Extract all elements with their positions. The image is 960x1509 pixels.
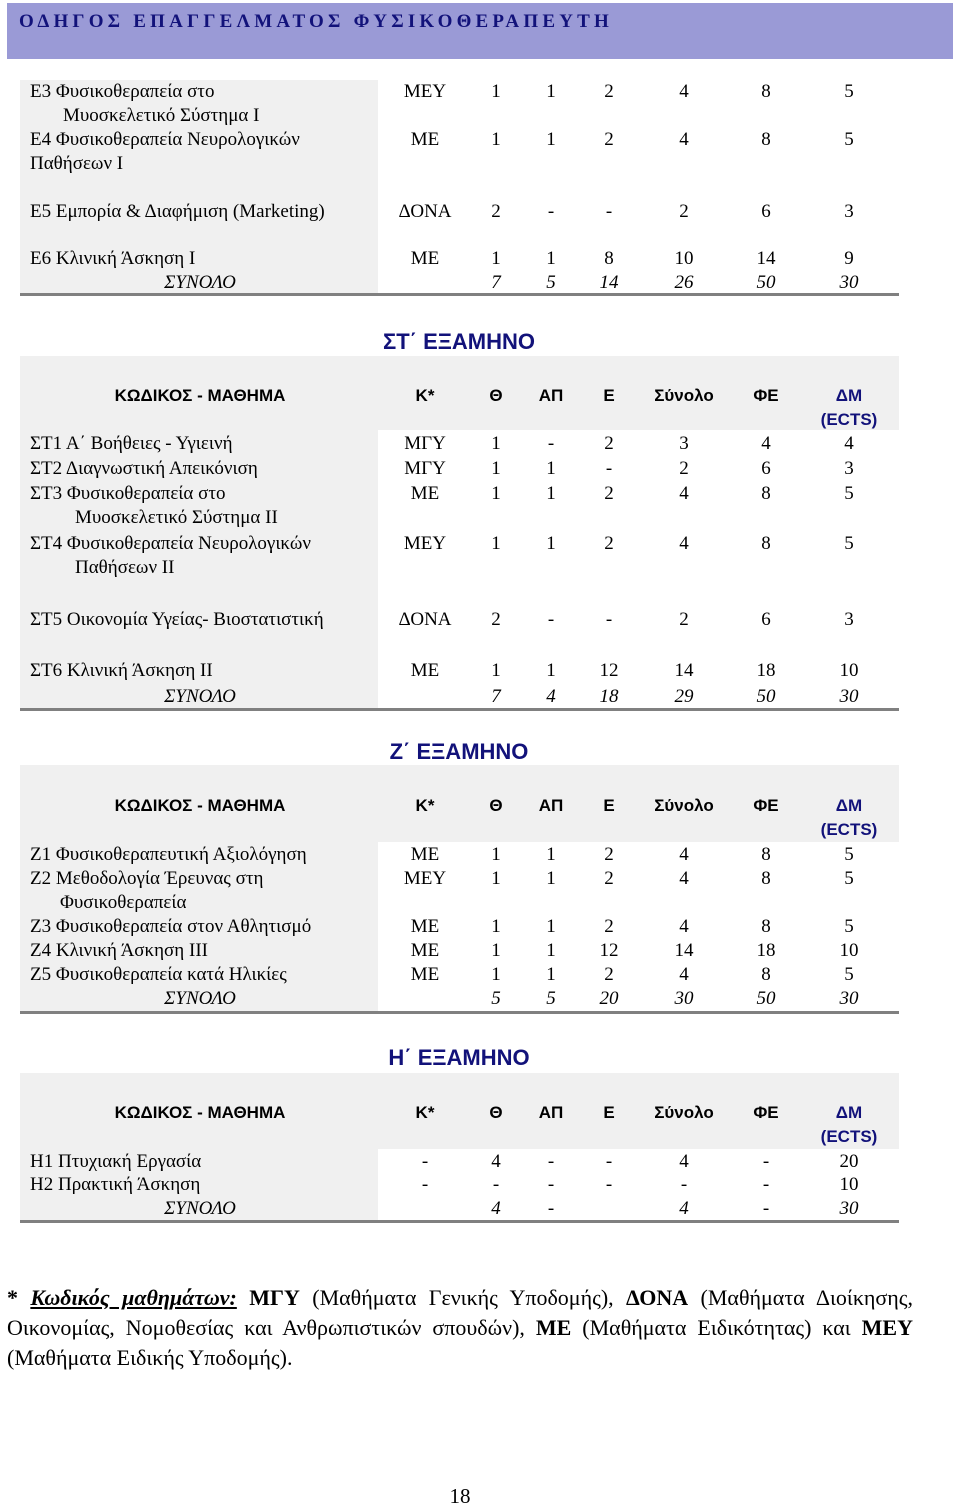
sem-e-val-3-1: 1 — [546, 248, 556, 269]
sem-st-val-2-2: 2 — [604, 483, 614, 504]
sem-e-bottom-rule — [20, 293, 899, 296]
sem-z-val-0-0: 1 — [491, 844, 501, 865]
sem-st-val-2-1: 1 — [546, 483, 556, 504]
sem-st-total-5: 30 — [839, 686, 859, 707]
sem-h-col-course: ΚΩΔΙΚΟΣ - ΜΑΘΗΜΑ — [114, 1103, 286, 1122]
sem-z-k-3: ΜΕ — [410, 940, 440, 961]
sem-z-total-3: 30 — [674, 988, 694, 1009]
sem-h-val-1-5: 10 — [839, 1174, 859, 1195]
sem-z-val-1-4: 8 — [761, 868, 771, 889]
sem-z-col-k: Κ* — [415, 796, 435, 815]
sem-st-total-3: 29 — [674, 686, 694, 707]
sem-st-val-0-0: 1 — [491, 433, 501, 454]
sem-h-val-0-4: - — [762, 1151, 770, 1172]
sem-st-val-1-5: 3 — [844, 458, 854, 479]
sem-e-course-3: Ε6 Κλινική Άσκηση Ι — [30, 248, 196, 269]
sem-z-total-5: 30 — [839, 988, 859, 1009]
sem-st-val-3-0: 1 — [491, 533, 501, 554]
sem-z-k-4: ΜΕ — [410, 964, 440, 985]
sem-st-course-3: ΣΤ4 Φυσικοθεραπεία Νευρολογικών — [30, 533, 311, 554]
sem-z-val-2-4: 8 — [761, 916, 771, 937]
header-band — [7, 3, 953, 59]
sem-z-val-1-3: 4 — [679, 868, 689, 889]
footnote-star: * — [7, 1285, 18, 1310]
sem-h-total-0: 4 — [491, 1198, 501, 1219]
sem-z-val-0-1: 1 — [546, 844, 556, 865]
sem-e-val-0-4: 8 — [761, 81, 771, 102]
sem-st-val-0-2: 2 — [604, 433, 614, 454]
sem-z-val-2-0: 1 — [491, 916, 501, 937]
sem-st-col-course: ΚΩΔΙΚΟΣ - ΜΑΘΗΜΑ — [114, 386, 286, 405]
sem-z-total-0: 5 — [491, 988, 501, 1009]
sem-h-val-0-1: - — [547, 1151, 555, 1172]
sem-z-val-1-0: 1 — [491, 868, 501, 889]
sem-e-k-3: ΜΕ — [410, 248, 440, 269]
sem-h-course-1: Η2 Πρακτική Άσκηση — [30, 1174, 201, 1195]
footnote-desc-me: (Μαθήματα Ειδικότητας) και — [571, 1315, 862, 1340]
sem-e-total-0: 7 — [491, 272, 501, 293]
sem-st-total-1: 4 — [546, 686, 556, 707]
sem-h-val-1-4: - — [762, 1174, 770, 1195]
sem-st-col-fe: ΦΕ — [753, 386, 779, 405]
sem-st-course-3-cont: Παθήσεων ΙΙ — [75, 557, 175, 578]
sem-e-total-3: 26 — [674, 272, 694, 293]
sem-st-val-4-0: 2 — [491, 609, 501, 630]
sem-e-k-1: ΜΕ — [410, 129, 440, 150]
sem-z-col-course: ΚΩΔΙΚΟΣ - ΜΑΘΗΜΑ — [114, 796, 286, 815]
sem-z-val-2-1: 1 — [546, 916, 556, 937]
sem-e-val-3-5: 9 — [844, 248, 854, 269]
footnote-term-me: ΜΕ — [535, 1315, 572, 1340]
sem-z-val-4-4: 8 — [761, 964, 771, 985]
sem-e-val-0-5: 5 — [844, 81, 854, 102]
sem-z-val-3-2: 12 — [599, 940, 619, 961]
sem-st-val-2-4: 8 — [761, 483, 771, 504]
sem-h-total-5: 30 — [839, 1198, 859, 1219]
sem-e-val-2-4: 6 — [761, 201, 771, 222]
sem-e-val-0-2: 2 — [604, 81, 614, 102]
sem-h-val-1-1: - — [547, 1174, 555, 1195]
footnote-desc-mey: (Μαθήματα Ειδικής Υποδομής). — [7, 1345, 293, 1370]
sem-h-k-0: - — [421, 1151, 429, 1172]
sem-e-course-0: Ε3 Φυσικοθεραπεία στο — [30, 81, 215, 102]
sem-st-val-0-5: 4 — [844, 433, 854, 454]
page-number: 18 — [449, 1484, 471, 1508]
sem-st-col-ects: (ECTS) — [820, 410, 878, 429]
sem-st-total-label: ΣΥΝΟΛΟ — [164, 686, 236, 707]
sem-e-k-2: ΔΟΝΑ — [398, 201, 452, 222]
sem-st-val-5-1: 1 — [546, 660, 556, 681]
sem-st-col-k: Κ* — [415, 386, 435, 405]
sem-z-total-4: 50 — [756, 988, 776, 1009]
sem-st-val-1-2: - — [605, 458, 613, 479]
sem-z-total-1: 5 — [546, 988, 556, 1009]
sem-st-total-2: 18 — [599, 686, 619, 707]
sem-e-course-1-cont: Παθήσεων Ι — [30, 153, 124, 174]
sem-h-total-label: ΣΥΝΟΛΟ — [164, 1198, 236, 1219]
sem-e-val-1-4: 8 — [761, 129, 771, 150]
sem-z-bottom-rule — [20, 1011, 899, 1014]
sem-st-val-2-0: 1 — [491, 483, 501, 504]
sem-st-val-5-0: 1 — [491, 660, 501, 681]
sem-st-val-1-3: 2 — [679, 458, 689, 479]
sem-st-val-1-4: 6 — [761, 458, 771, 479]
sem-e-val-1-5: 5 — [844, 129, 854, 150]
footnote-label: Κωδικός μαθημάτων: — [30, 1285, 237, 1310]
sem-h-col-total: Σύνολο — [654, 1103, 714, 1122]
sem-z-col-e: Ε — [603, 796, 615, 815]
sem-e-val-3-4: 14 — [756, 248, 776, 269]
sem-e-course-1: Ε4 Φυσικοθεραπεία Νευρολογικών — [30, 129, 300, 150]
sem-z-val-2-3: 4 — [679, 916, 689, 937]
sem-e-val-3-0: 1 — [491, 248, 501, 269]
sem-e-total-5: 30 — [839, 272, 859, 293]
sem-st-col-theta: Θ — [489, 386, 503, 405]
sem-h-col-ap: ΑΠ — [538, 1103, 564, 1122]
sem-st-val-3-3: 4 — [679, 533, 689, 554]
sem-h-val-1-0: - — [492, 1174, 500, 1195]
sem-h-col-theta: Θ — [489, 1103, 503, 1122]
sem-st-val-5-4: 18 — [756, 660, 776, 681]
sem-z-course-1-cont: Φυσικοθεραπεία — [60, 892, 187, 913]
sem-h-col-ects: (ECTS) — [820, 1127, 878, 1146]
sem-st-course-1: ΣΤ2 Διαγνωστική Απεικόνιση — [30, 458, 258, 479]
sem-e-val-1-1: 1 — [546, 129, 556, 150]
sem-st-course-5: ΣΤ6 Κλινική Άσκηση ΙΙ — [30, 660, 213, 681]
sem-e-course-2: Ε5 Εμπορία & Διαφήμιση (Marketing) — [30, 201, 325, 222]
sem-st-val-1-1: 1 — [546, 458, 556, 479]
sem-st-k-2: ΜΕ — [410, 483, 440, 504]
sem-e-val-3-3: 10 — [674, 248, 694, 269]
sem-st-val-3-2: 2 — [604, 533, 614, 554]
sem-e-total-2: 14 — [599, 272, 619, 293]
sem-st-k-1: ΜΓΥ — [404, 458, 446, 479]
sem-e-k-0: ΜΕΥ — [403, 81, 447, 102]
sem-z-val-0-2: 2 — [604, 844, 614, 865]
sem-st-val-2-3: 4 — [679, 483, 689, 504]
sem-z-total-label: ΣΥΝΟΛΟ — [164, 988, 236, 1009]
sem-z-val-4-0: 1 — [491, 964, 501, 985]
sem-st-k-5: ΜΕ — [410, 660, 440, 681]
sem-h-title: Η΄ ΕΞΑΜΗΝΟ — [388, 1045, 530, 1070]
sem-st-col-ap: ΑΠ — [538, 386, 564, 405]
sem-e-val-2-0: 2 — [491, 201, 501, 222]
sem-st-total-0: 7 — [491, 686, 501, 707]
sem-st-title: ΣΤ΄ ΕΞΑΜΗΝΟ — [382, 329, 536, 354]
sem-z-val-2-2: 2 — [604, 916, 614, 937]
sem-st-val-0-1: - — [547, 433, 555, 454]
sem-z-val-4-2: 2 — [604, 964, 614, 985]
sem-h-k-1: - — [421, 1174, 429, 1195]
sem-st-val-4-4: 6 — [761, 609, 771, 630]
sem-z-k-2: ΜΕ — [410, 916, 440, 937]
sem-h-val-0-0: 4 — [491, 1151, 501, 1172]
sem-st-col-total: Σύνολο — [654, 386, 714, 405]
sem-h-col-k: Κ* — [415, 1103, 435, 1122]
sem-e-course-0-cont: Μυοσκελετικό Σύστημα Ι — [63, 105, 260, 126]
sem-st-course-2: ΣΤ3 Φυσικοθεραπεία στο — [30, 483, 226, 504]
sem-z-val-3-5: 10 — [839, 940, 859, 961]
sem-h-col-e: Ε — [603, 1103, 615, 1122]
sem-z-col-total: Σύνολο — [654, 796, 714, 815]
sem-st-k-4: ΔΟΝΑ — [398, 609, 452, 630]
sem-h-col-fe: ΦΕ — [753, 1103, 779, 1122]
sem-st-val-0-3: 3 — [679, 433, 689, 454]
sem-z-val-1-2: 2 — [604, 868, 614, 889]
sem-z-val-1-5: 5 — [844, 868, 854, 889]
sem-z-val-4-1: 1 — [546, 964, 556, 985]
sem-st-val-2-5: 5 — [844, 483, 854, 504]
sem-z-val-3-3: 14 — [674, 940, 694, 961]
sem-st-col-e: Ε — [603, 386, 615, 405]
sem-e-val-2-2: - — [605, 201, 613, 222]
sem-st-val-1-0: 1 — [491, 458, 501, 479]
sem-e-val-2-5: 3 — [844, 201, 854, 222]
footnote-desc-dona: (Μαθήματα Διοίκησης, Οικονομίας, Νομοθεσίας και Ανθρωπιστικών σπουδών), — [7, 1285, 913, 1340]
sem-z-course-2: Ζ3 Φυσικοθεραπεία στον Αθλητισμό — [30, 916, 312, 937]
sem-h-total-4: - — [762, 1198, 770, 1219]
sem-st-total-4: 50 — [756, 686, 776, 707]
footnote — [7, 1283, 913, 1373]
sem-st-course-4: ΣΤ5 Οικονομία Υγείας- Βιοστατιστική — [30, 609, 324, 630]
sem-st-val-5-5: 10 — [839, 660, 859, 681]
sem-h-val-1-3: - — [680, 1174, 688, 1195]
sem-h-val-0-2: - — [605, 1151, 613, 1172]
sem-st-course-0: ΣΤ1 Α΄ Βοήθειες - Υγιεινή — [30, 433, 233, 454]
sem-st-k-0: ΜΓΥ — [404, 433, 446, 454]
sem-h-val-1-2: - — [605, 1174, 613, 1195]
sem-e-val-2-1: - — [547, 201, 555, 222]
sem-z-val-0-4: 8 — [761, 844, 771, 865]
sem-st-k-3: ΜΕΥ — [403, 533, 447, 554]
sem-z-course-0: Ζ1 Φυσικοθεραπευτική Αξιολόγηση — [30, 844, 307, 865]
sem-z-course-4: Ζ5 Φυσικοθεραπεία κατά Ηλικίες — [30, 964, 287, 985]
sem-st-val-3-5: 5 — [844, 533, 854, 554]
sem-z-val-3-4: 18 — [756, 940, 776, 961]
sem-st-val-4-1: - — [547, 609, 555, 630]
sem-z-val-4-3: 4 — [679, 964, 689, 985]
sem-h-course-0: Η1 Πτυχιακή Εργασία — [30, 1151, 202, 1172]
sem-e-val-1-2: 2 — [604, 129, 614, 150]
sem-z-col-theta: Θ — [489, 796, 503, 815]
sem-e-total-label: ΣΥΝΟΛΟ — [164, 272, 236, 293]
sem-e-val-0-1: 1 — [546, 81, 556, 102]
footnote-desc-mgy: (Μαθήματα Γενικής Υποδομής), — [299, 1285, 627, 1310]
sem-st-bottom-rule — [20, 708, 899, 711]
sem-e-total-1: 5 — [546, 272, 556, 293]
header-title: ΟΔΗΓΟΣ ΕΠΑΓΓΕΛΜΑΤΟΣ ΦΥΣΙΚΟΘΕΡΑΠΕΥΤΗ — [19, 11, 613, 32]
sem-st-val-3-1: 1 — [546, 533, 556, 554]
footnote-term-mey: ΜΕΥ — [861, 1315, 913, 1340]
sem-h-total-1: - — [547, 1198, 555, 1219]
sem-z-val-3-0: 1 — [491, 940, 501, 961]
sem-h-bottom-rule — [20, 1220, 899, 1223]
sem-z-total-2: 20 — [599, 988, 619, 1009]
footnote-term-mgy: ΜΓΥ — [249, 1285, 300, 1310]
sem-h-col-dm: ΔΜ — [835, 1103, 863, 1122]
sem-z-col-ects: (ECTS) — [820, 820, 878, 839]
sem-st-val-4-5: 3 — [844, 609, 854, 630]
sem-st-col-dm: ΔΜ — [835, 386, 863, 405]
sem-st-val-3-4: 8 — [761, 533, 771, 554]
sem-st-val-5-3: 14 — [674, 660, 694, 681]
sem-h-val-0-3: 4 — [679, 1151, 689, 1172]
sem-z-val-3-1: 1 — [546, 940, 556, 961]
sem-z-k-0: ΜΕ — [410, 844, 440, 865]
sem-z-val-4-5: 5 — [844, 964, 854, 985]
sem-e-val-0-3: 4 — [679, 81, 689, 102]
sem-st-val-4-2: - — [605, 609, 613, 630]
sem-e-val-1-3: 4 — [679, 129, 689, 150]
sem-z-title: Ζ΄ ΕΞΑΜΗΝΟ — [389, 739, 529, 764]
footnote-term-dona: ΔΟΝΑ — [626, 1285, 689, 1310]
sem-st-val-4-3: 2 — [679, 609, 689, 630]
sem-z-course-3: Ζ4 Κλινική Άσκηση ΙΙΙ — [30, 940, 208, 961]
sem-z-col-ap: ΑΠ — [538, 796, 564, 815]
sem-z-col-fe: ΦΕ — [753, 796, 779, 815]
sem-e-val-3-2: 8 — [604, 248, 614, 269]
sem-e-total-4: 50 — [756, 272, 776, 293]
sem-z-val-0-5: 5 — [844, 844, 854, 865]
sem-z-course-1: Ζ2 Μεθοδολογία Έρευνας στη — [30, 868, 264, 889]
sem-st-val-5-2: 12 — [599, 660, 619, 681]
sem-st-val-0-4: 4 — [761, 433, 771, 454]
sem-st-course-2-cont: Μυοσκελετικό Σύστημα ΙΙ — [75, 507, 278, 528]
sem-e-val-1-0: 1 — [491, 129, 501, 150]
sem-z-val-1-1: 1 — [546, 868, 556, 889]
sem-h-total-3: 4 — [679, 1198, 689, 1219]
sem-z-k-1: ΜΕΥ — [403, 868, 447, 889]
sem-h-val-0-5: 20 — [839, 1151, 859, 1172]
sem-e-val-2-3: 2 — [679, 201, 689, 222]
sem-z-col-dm: ΔΜ — [835, 796, 863, 815]
sem-z-val-0-3: 4 — [679, 844, 689, 865]
sem-z-val-2-5: 5 — [844, 916, 854, 937]
sem-e-val-0-0: 1 — [491, 81, 501, 102]
